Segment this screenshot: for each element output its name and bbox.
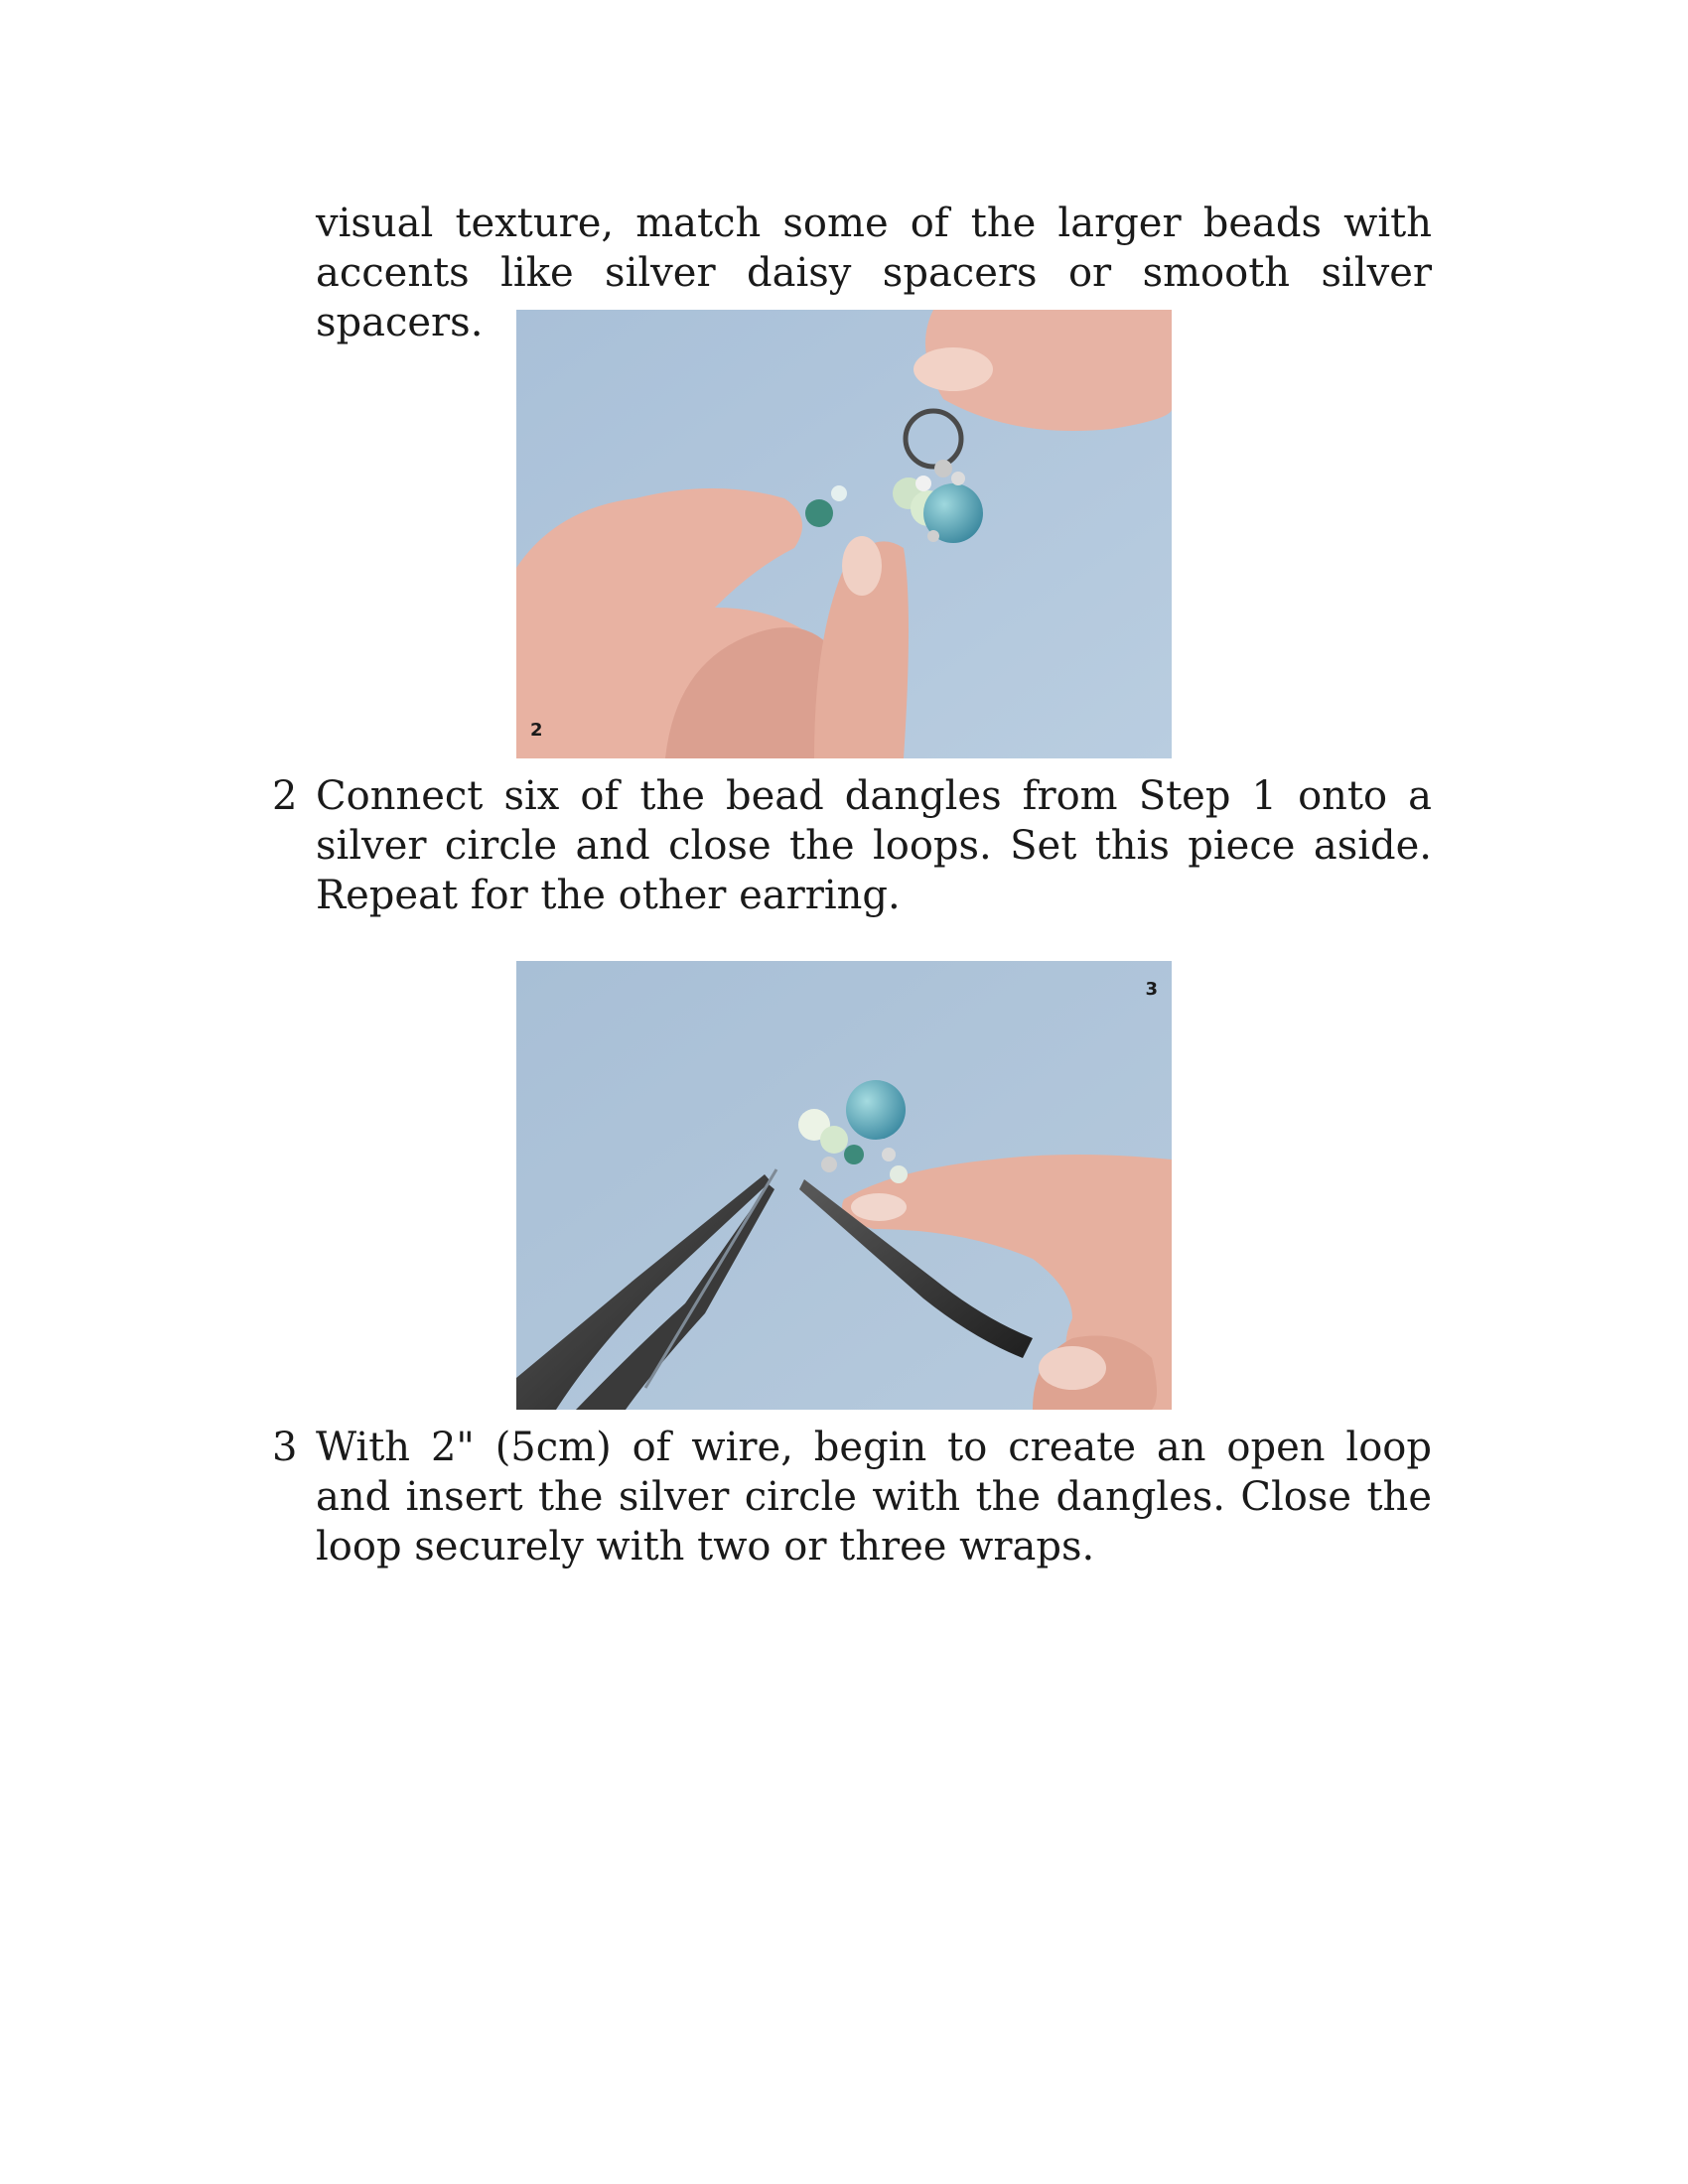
step-number: 3 [272, 1425, 298, 1470]
step-3-text: With 2" (5cm) of wire, begin to create an open loop and insert the silver circle with the dangles. Close the loop securely with two or three wraps. [316, 1425, 1432, 1570]
step-3-photo [516, 961, 1172, 1410]
photo-number-label: 2 [530, 720, 543, 741]
step-2-text: Connect six of the bead dangles from Step 1 onto a silver circle and close the loops. Set this piece aside. Repeat for the other earring. [316, 773, 1432, 918]
step-number: 2 [272, 773, 298, 819]
intro-paragraph: visual texture, match some of the larger beads with accents like silver daisy spacers or smooth silver spacers. [316, 201, 1432, 345]
step-2-photo [516, 310, 1172, 758]
photo-number-label: 3 [1145, 979, 1158, 1000]
